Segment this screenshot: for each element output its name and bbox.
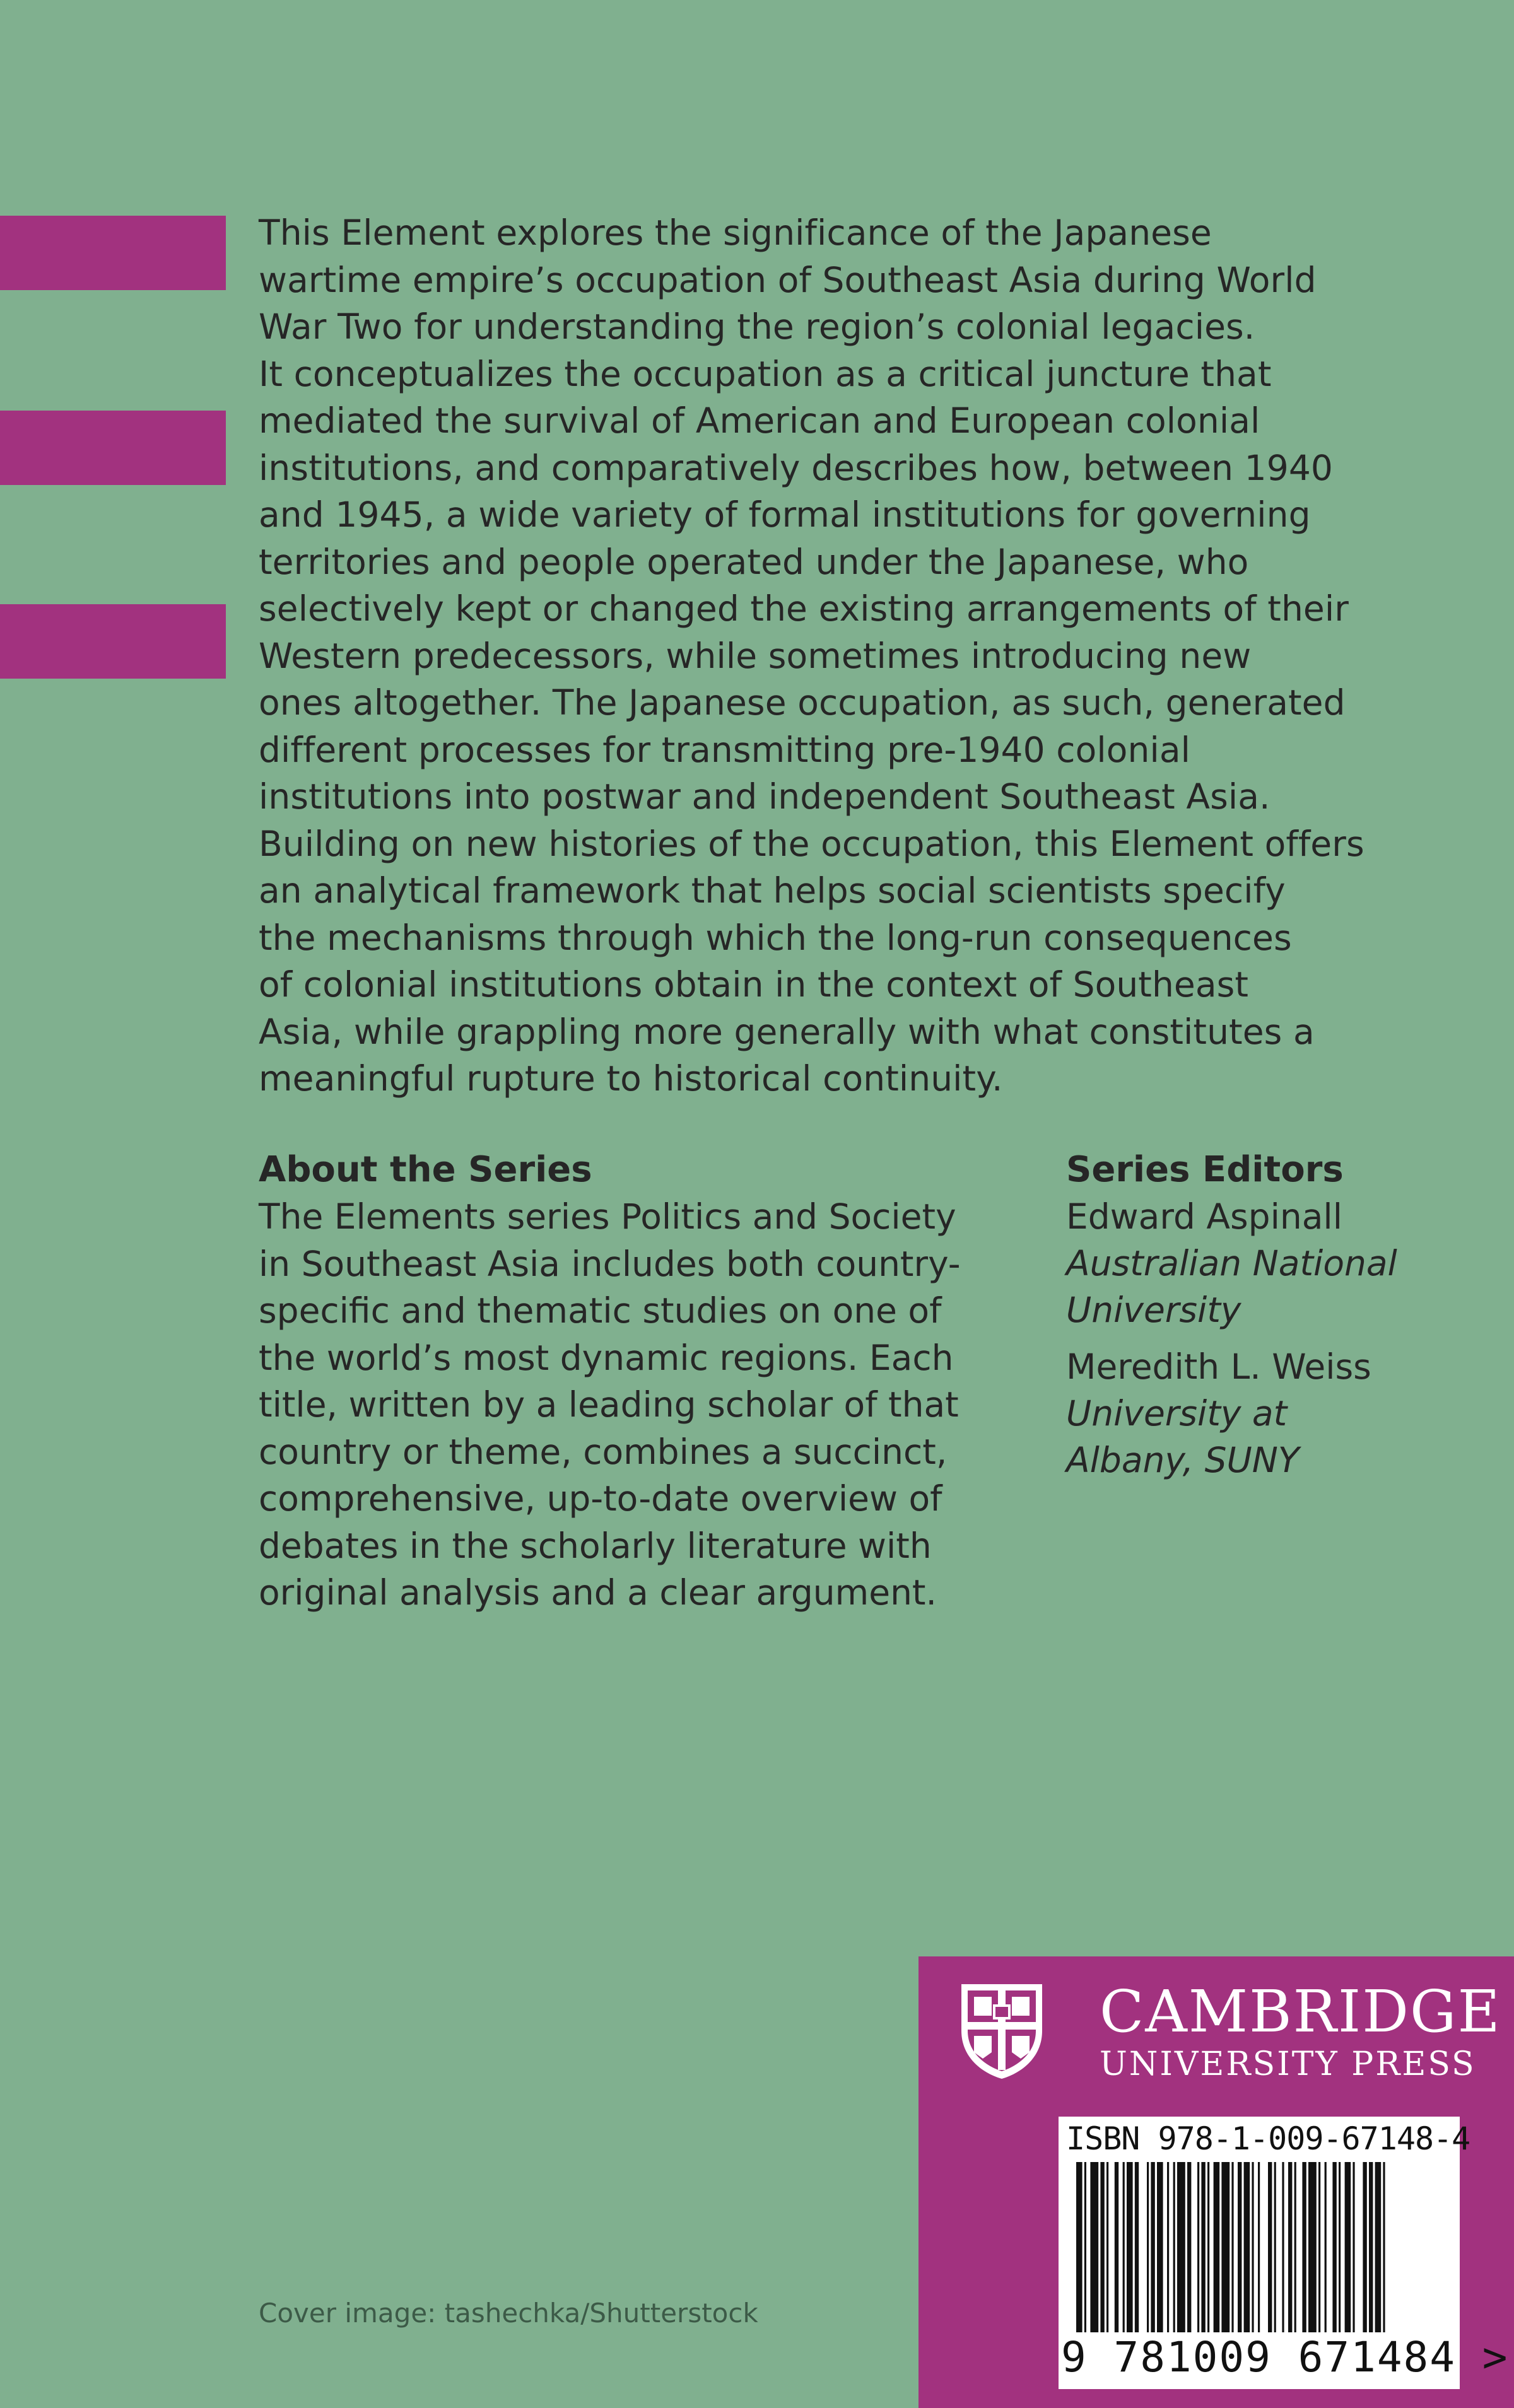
about-heading: About the Series — [259, 1149, 592, 1190]
editor-name: Meredith L. Weiss — [1066, 1347, 1371, 1387]
about-line: title, written by a leading scholar of that — [259, 1384, 959, 1425]
barcode-bar — [1076, 2162, 1083, 2332]
editor-entry — [1066, 1193, 1457, 1333]
publisher-name-line1: CAMBRIDGE — [1100, 1978, 1501, 2045]
barcode-bar — [1332, 2162, 1336, 2332]
barcode-bar — [1282, 2162, 1284, 2332]
barcode-bar — [1345, 2162, 1351, 2332]
barcode-bar — [1197, 2162, 1199, 2332]
description-line: institutions, and comparatively describes how, between 1940 — [259, 447, 1334, 488]
barcode-bar — [1100, 2162, 1104, 2332]
about-the-series — [259, 1147, 1016, 1616]
description-line: meaningful rupture to historical continuity. — [259, 1058, 1003, 1099]
isbn-label: ISBN 978-1-009-67148-4 — [1066, 2120, 1470, 2157]
editor-affiliation: Albany, SUNY — [1066, 1440, 1300, 1480]
about-line: country or theme, combines a succinct, — [259, 1431, 948, 1472]
barcode-bar — [1157, 2162, 1163, 2332]
editor-name: Edward Aspinall — [1066, 1196, 1342, 1237]
barcode-bar — [1231, 2162, 1233, 2332]
barcode-bar — [1238, 2162, 1241, 2332]
barcode-bar — [1252, 2162, 1253, 2332]
barcode-bar — [1308, 2162, 1317, 2332]
about-line: specific and thematic studies on one of — [259, 1290, 942, 1331]
barcode-bar — [1353, 2162, 1354, 2332]
barcode-bar — [1214, 2162, 1220, 2332]
about-line: the world’s most dynamic regions. Each — [259, 1337, 954, 1378]
description-line: ones altogether. The Japanese occupation, as such, generated — [259, 682, 1346, 723]
description-line: wartime empire’s occupation of Southeast Asia during World — [259, 259, 1317, 300]
barcode-bar — [1268, 2162, 1272, 2332]
accent-bar-1 — [0, 216, 226, 290]
description-line: and 1945, a wide variety of formal institutions for governing — [259, 494, 1311, 535]
publisher-name — [1100, 1980, 1501, 2083]
barcode-bar — [1177, 2162, 1185, 2332]
barcode-bar — [1127, 2162, 1133, 2332]
description-line: territories and people operated under the Japanese, who — [259, 541, 1249, 582]
publisher-name-line2: UNIVERSITY PRESS — [1100, 2045, 1476, 2083]
barcode-bar — [1294, 2162, 1296, 2332]
barcode-bar — [1173, 2162, 1175, 2332]
editor-affiliation: University — [1066, 1290, 1241, 1330]
barcode-bar — [1187, 2162, 1191, 2332]
series-editors — [1066, 1147, 1457, 1483]
barcode-bar — [1244, 2162, 1250, 2332]
barcode-bar — [1325, 2162, 1327, 2332]
about-line: The Elements series Politics and Society — [259, 1196, 956, 1237]
barcode-bar — [1090, 2162, 1098, 2332]
barcode-bar — [1084, 2162, 1086, 2332]
barcode-bar — [1135, 2162, 1139, 2332]
editor-entry — [1066, 1343, 1457, 1483]
barcode-bar — [1123, 2162, 1125, 2332]
barcode-bar — [1369, 2162, 1373, 2332]
barcode-bar — [1318, 2162, 1320, 2332]
barcode-bar — [1258, 2162, 1260, 2332]
editors-heading: Series Editors — [1066, 1149, 1344, 1190]
barcode-bar — [1221, 2162, 1229, 2332]
description-line: It conceptualizes the occupation as a critical juncture that — [259, 353, 1272, 394]
description-line: mediated the survival of American and European colonial — [259, 400, 1260, 441]
barcode-bar — [1207, 2162, 1209, 2332]
publisher-panel — [918, 1956, 1514, 2408]
description-line: the mechanisms through which the long-run consequences — [259, 917, 1292, 958]
about-line: original analysis and a clear argument. — [259, 1572, 937, 1613]
book-description — [259, 209, 1419, 1102]
description-line: different processes for transmitting pre-1940 colonial — [259, 729, 1191, 770]
description-line: selectively kept or changed the existing arrangements of their — [259, 588, 1349, 629]
barcode-bar — [1383, 2162, 1385, 2332]
description-line: This Element explores the significance of the Japanese — [259, 213, 1212, 253]
barcode-bar — [1375, 2162, 1382, 2332]
cover-image-credit: Cover image: tashechka/Shutterstock — [259, 2298, 758, 2329]
publisher-logo — [958, 1978, 1501, 2089]
description-line: Western predecessors, while sometimes introducing new — [259, 635, 1252, 676]
about-body — [259, 1193, 1016, 1616]
barcode-bar — [1106, 2162, 1108, 2332]
barcode-digits: 9 781009 671484 > — [1061, 2333, 1509, 2382]
barcode-bar — [1115, 2162, 1118, 2332]
isbn-barcode — [1059, 2117, 1509, 2389]
barcode-bar — [1151, 2162, 1154, 2332]
barcode-icon — [1076, 2162, 1448, 2332]
barcode-bar — [1339, 2162, 1341, 2332]
cambridge-shield-icon — [958, 1980, 1046, 2081]
barcode-bar — [1201, 2162, 1205, 2332]
barcode-bar — [1147, 2162, 1149, 2332]
barcode-bar — [1167, 2162, 1169, 2332]
description-line: Building on new histories of the occupation, this Element offers — [259, 823, 1364, 864]
about-line: debates in the scholarly literature with — [259, 1525, 932, 1566]
barcode-bar — [1302, 2162, 1306, 2332]
description-line: an analytical framework that helps social scientists specify — [259, 870, 1286, 911]
description-line: institutions into postwar and independent Southeast Asia. — [259, 776, 1270, 817]
description-line: War Two for understanding the region’s colonial legacies. — [259, 307, 1255, 347]
editor-affiliation: Australian National — [1066, 1243, 1397, 1283]
barcode-bar — [1288, 2162, 1292, 2332]
description-line: of colonial institutions obtain in the context of Southeast — [259, 964, 1249, 1005]
about-line: comprehensive, up-to-date overview of — [259, 1478, 942, 1519]
about-line: in Southeast Asia includes both country- — [259, 1243, 961, 1284]
accent-bar-3 — [0, 604, 226, 679]
barcode-bar — [1274, 2162, 1276, 2332]
description-line: Asia, while grappling more generally with what constitutes a — [259, 1011, 1315, 1052]
barcode-bar — [1363, 2162, 1366, 2332]
accent-bar-2 — [0, 411, 226, 485]
editor-affiliation: University at — [1066, 1393, 1288, 1434]
